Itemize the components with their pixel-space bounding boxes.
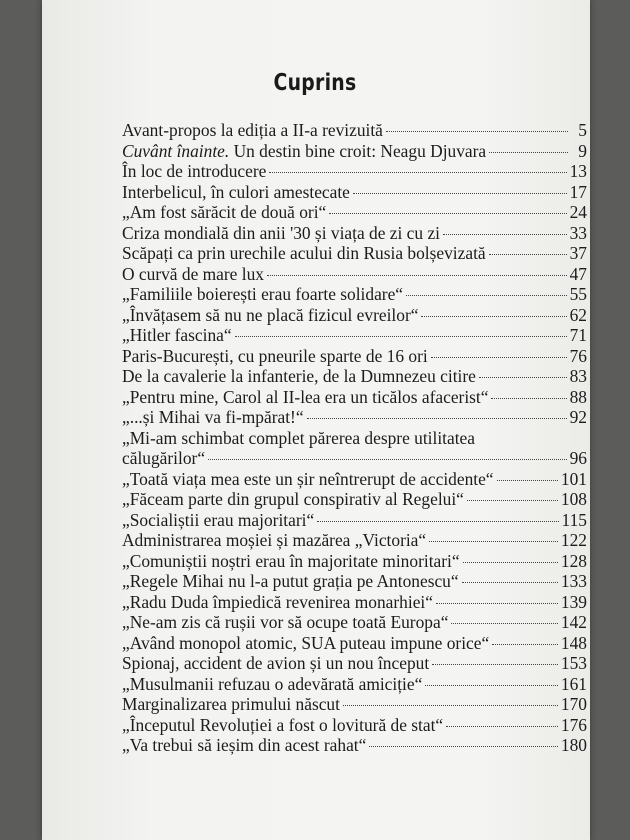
toc-entry-title: „Hitler fascina“ (122, 325, 232, 345)
toc-entry (122, 469, 587, 490)
toc-entry (122, 223, 587, 244)
toc-entry-title: „Pentru mine, Carol al II-lea era un ticălos afacerist“ (122, 386, 489, 407)
dot-leader (386, 131, 568, 132)
dot-leader (491, 398, 566, 399)
toc-page-number: 176 (560, 714, 587, 735)
toc-page-number: 122 (560, 530, 587, 550)
dot-leader (235, 336, 567, 337)
toc-entry-title: O curvă de mare lux (122, 263, 264, 284)
toc-entry-title: Scăpați ca prin urechile acului din Rusia bolșevizată (122, 243, 486, 263)
toc-entry-title: „Va trebui să ieșim din acest rahat“ (122, 735, 367, 755)
toc-entry (122, 346, 587, 367)
toc-entry (122, 305, 587, 326)
page-title: Cuprins (273, 70, 357, 96)
toc-page-number: 47 (569, 263, 587, 284)
toc-entry (122, 243, 587, 264)
toc-entry-title: Interbelicul, în culori amestecate (122, 181, 350, 202)
toc-entry-title: Administrarea moșiei și mazărea „Victoria“ (122, 530, 427, 550)
toc-page-number: 142 (560, 612, 587, 632)
toc-page-number: 101 (560, 468, 587, 489)
dot-leader (429, 541, 558, 542)
toc-page-number: 62 (569, 304, 587, 325)
toc-entry-title: Paris-București, cu pneurile sparte de 16 ori (122, 345, 428, 366)
dot-leader (431, 357, 567, 358)
toc-page-number: 83 (569, 366, 587, 386)
toc-page-number: 133 (560, 571, 587, 591)
toc-page-number: 9 (578, 140, 587, 161)
dot-leader (446, 726, 558, 727)
toc-page-number: 17 (569, 181, 587, 202)
dot-leader (421, 316, 566, 317)
toc-entry-title: „Începutul Revoluției a fost o lovitură de stat“ (122, 714, 444, 735)
toc-entry-title: „Familiile boierești erau foarte solidare“ (122, 284, 404, 304)
toc-page-number: 76 (569, 345, 587, 366)
toc-entry-title: Avant-propos la ediția a II-a revizuită (122, 120, 383, 140)
toc-entry-title: „Făceam parte din grupul conspirativ al Regelui“ (122, 489, 464, 509)
toc-entry-title: „Ne-am zis că rușii vor să ocupe toată Europa“ (122, 612, 449, 632)
toc-entry (122, 735, 587, 756)
dot-leader (307, 418, 567, 419)
toc-entry (122, 674, 587, 695)
dot-leader (329, 213, 566, 214)
toc-entry (122, 284, 587, 305)
toc-entry (122, 141, 587, 162)
toc-entry-title: „Am fost sărăcit de două ori“ (122, 202, 327, 222)
toc-page-number: 115 (561, 509, 587, 530)
toc-page-number: 88 (569, 386, 587, 407)
dot-leader (467, 500, 558, 501)
toc-entry (122, 530, 587, 551)
toc-entry (122, 387, 587, 408)
toc-page-number: 24 (569, 202, 587, 222)
toc-page-number: 180 (560, 735, 587, 755)
toc-entry-title: „Având monopol atomic, SUA puteau impune orice“ (122, 632, 490, 653)
toc-entry-title: Cuvânt înainte. Un destin bine croit: Neagu Djuvara (122, 140, 487, 161)
toc-entry-title: „Toată viața mea este un șir neîntrerupt de accidente“ (122, 468, 494, 489)
toc-page-number: 148 (560, 632, 587, 653)
dot-leader (406, 295, 567, 296)
toc-entry (122, 489, 587, 510)
toc-page-number: 108 (560, 489, 587, 509)
dot-leader (317, 521, 558, 522)
toc-page-number: 139 (560, 591, 587, 612)
toc-entry-title: „...și Mihai va fi-mpărat!“ (122, 407, 304, 427)
toc-entry (122, 120, 587, 141)
dot-leader (353, 193, 567, 194)
dot-leader (451, 623, 557, 624)
toc-entry-title: În loc de introducere (122, 161, 267, 181)
toc-page-number: 37 (569, 243, 587, 263)
toc-page-number: 13 (569, 161, 587, 181)
dot-leader (443, 234, 567, 235)
dot-leader (497, 480, 558, 481)
dot-leader (425, 685, 558, 686)
toc-entry (122, 510, 587, 531)
toc-entry (122, 325, 587, 346)
toc-entry (122, 592, 587, 613)
toc-page-number: 55 (569, 284, 587, 304)
toc-entry-title: „Regele Mihai nu l-a putut grația pe Antonescu“ (122, 571, 459, 591)
dot-leader (267, 275, 567, 276)
dot-leader (369, 746, 558, 747)
toc-entry-title: Spionaj, accident de avion și un nou început (122, 653, 430, 673)
toc-entry (122, 202, 587, 223)
dot-leader (489, 254, 567, 255)
dot-leader (269, 172, 566, 173)
toc-page-number: 96 (569, 448, 587, 468)
dot-leader (492, 644, 558, 645)
toc-entry (122, 571, 587, 592)
toc-page-number: 5 (578, 120, 587, 140)
toc-entry (122, 551, 587, 572)
toc-entry-title: „Radu Duda împiedică revenirea monarhiei“ (122, 591, 433, 612)
toc-entry (122, 161, 587, 182)
toc-entry (122, 715, 587, 736)
toc-entry-title: călugărilor“ (122, 448, 206, 468)
toc-page-number: 92 (569, 407, 587, 427)
toc-page-number: 153 (560, 653, 587, 673)
toc-entry (122, 264, 587, 285)
toc-entry-title: „Socialiștii erau majoritari“ (122, 509, 315, 530)
toc-page-number: 33 (569, 222, 587, 243)
toc-entry-title: Marginalizarea primului născut (122, 694, 340, 714)
dot-leader (208, 459, 567, 460)
dot-leader (479, 377, 567, 378)
toc-entry (122, 366, 587, 387)
toc-entry-title: De la cavalerie la infanterie, de la Dumnezeu citire (122, 366, 476, 386)
table-of-contents (122, 120, 587, 756)
toc-entry-title: „Comuniștii noștri erau în majoritate minoritari“ (122, 550, 460, 571)
toc-entry (122, 182, 587, 203)
toc-entry (122, 428, 587, 449)
toc-entry (122, 653, 587, 674)
dot-leader (343, 705, 558, 706)
dot-leader (462, 582, 558, 583)
toc-entry (122, 612, 587, 633)
toc-entry (122, 694, 587, 715)
toc-entry-title: „Musulmanii refuzau o adevărată amiciție“ (122, 673, 423, 694)
toc-entry (122, 407, 587, 428)
toc-entry-title: „Mi-am schimbat complet părerea despre utilitatea (122, 427, 475, 448)
dot-leader (432, 664, 558, 665)
toc-entry (122, 633, 587, 654)
toc-page-number: 128 (560, 550, 587, 571)
toc-page-number: 170 (560, 694, 587, 714)
dot-leader (436, 603, 558, 604)
dot-leader (489, 152, 568, 153)
dot-leader (463, 562, 558, 563)
toc-entry (122, 448, 587, 469)
toc-entry-title: „Învățasem să nu ne placă fizicul evreilor“ (122, 304, 419, 325)
toc-page-number: 161 (560, 673, 587, 694)
toc-page-number: 71 (569, 325, 587, 345)
toc-entry-title: Criza mondială din anii '30 și viața de zi cu zi (122, 222, 440, 243)
